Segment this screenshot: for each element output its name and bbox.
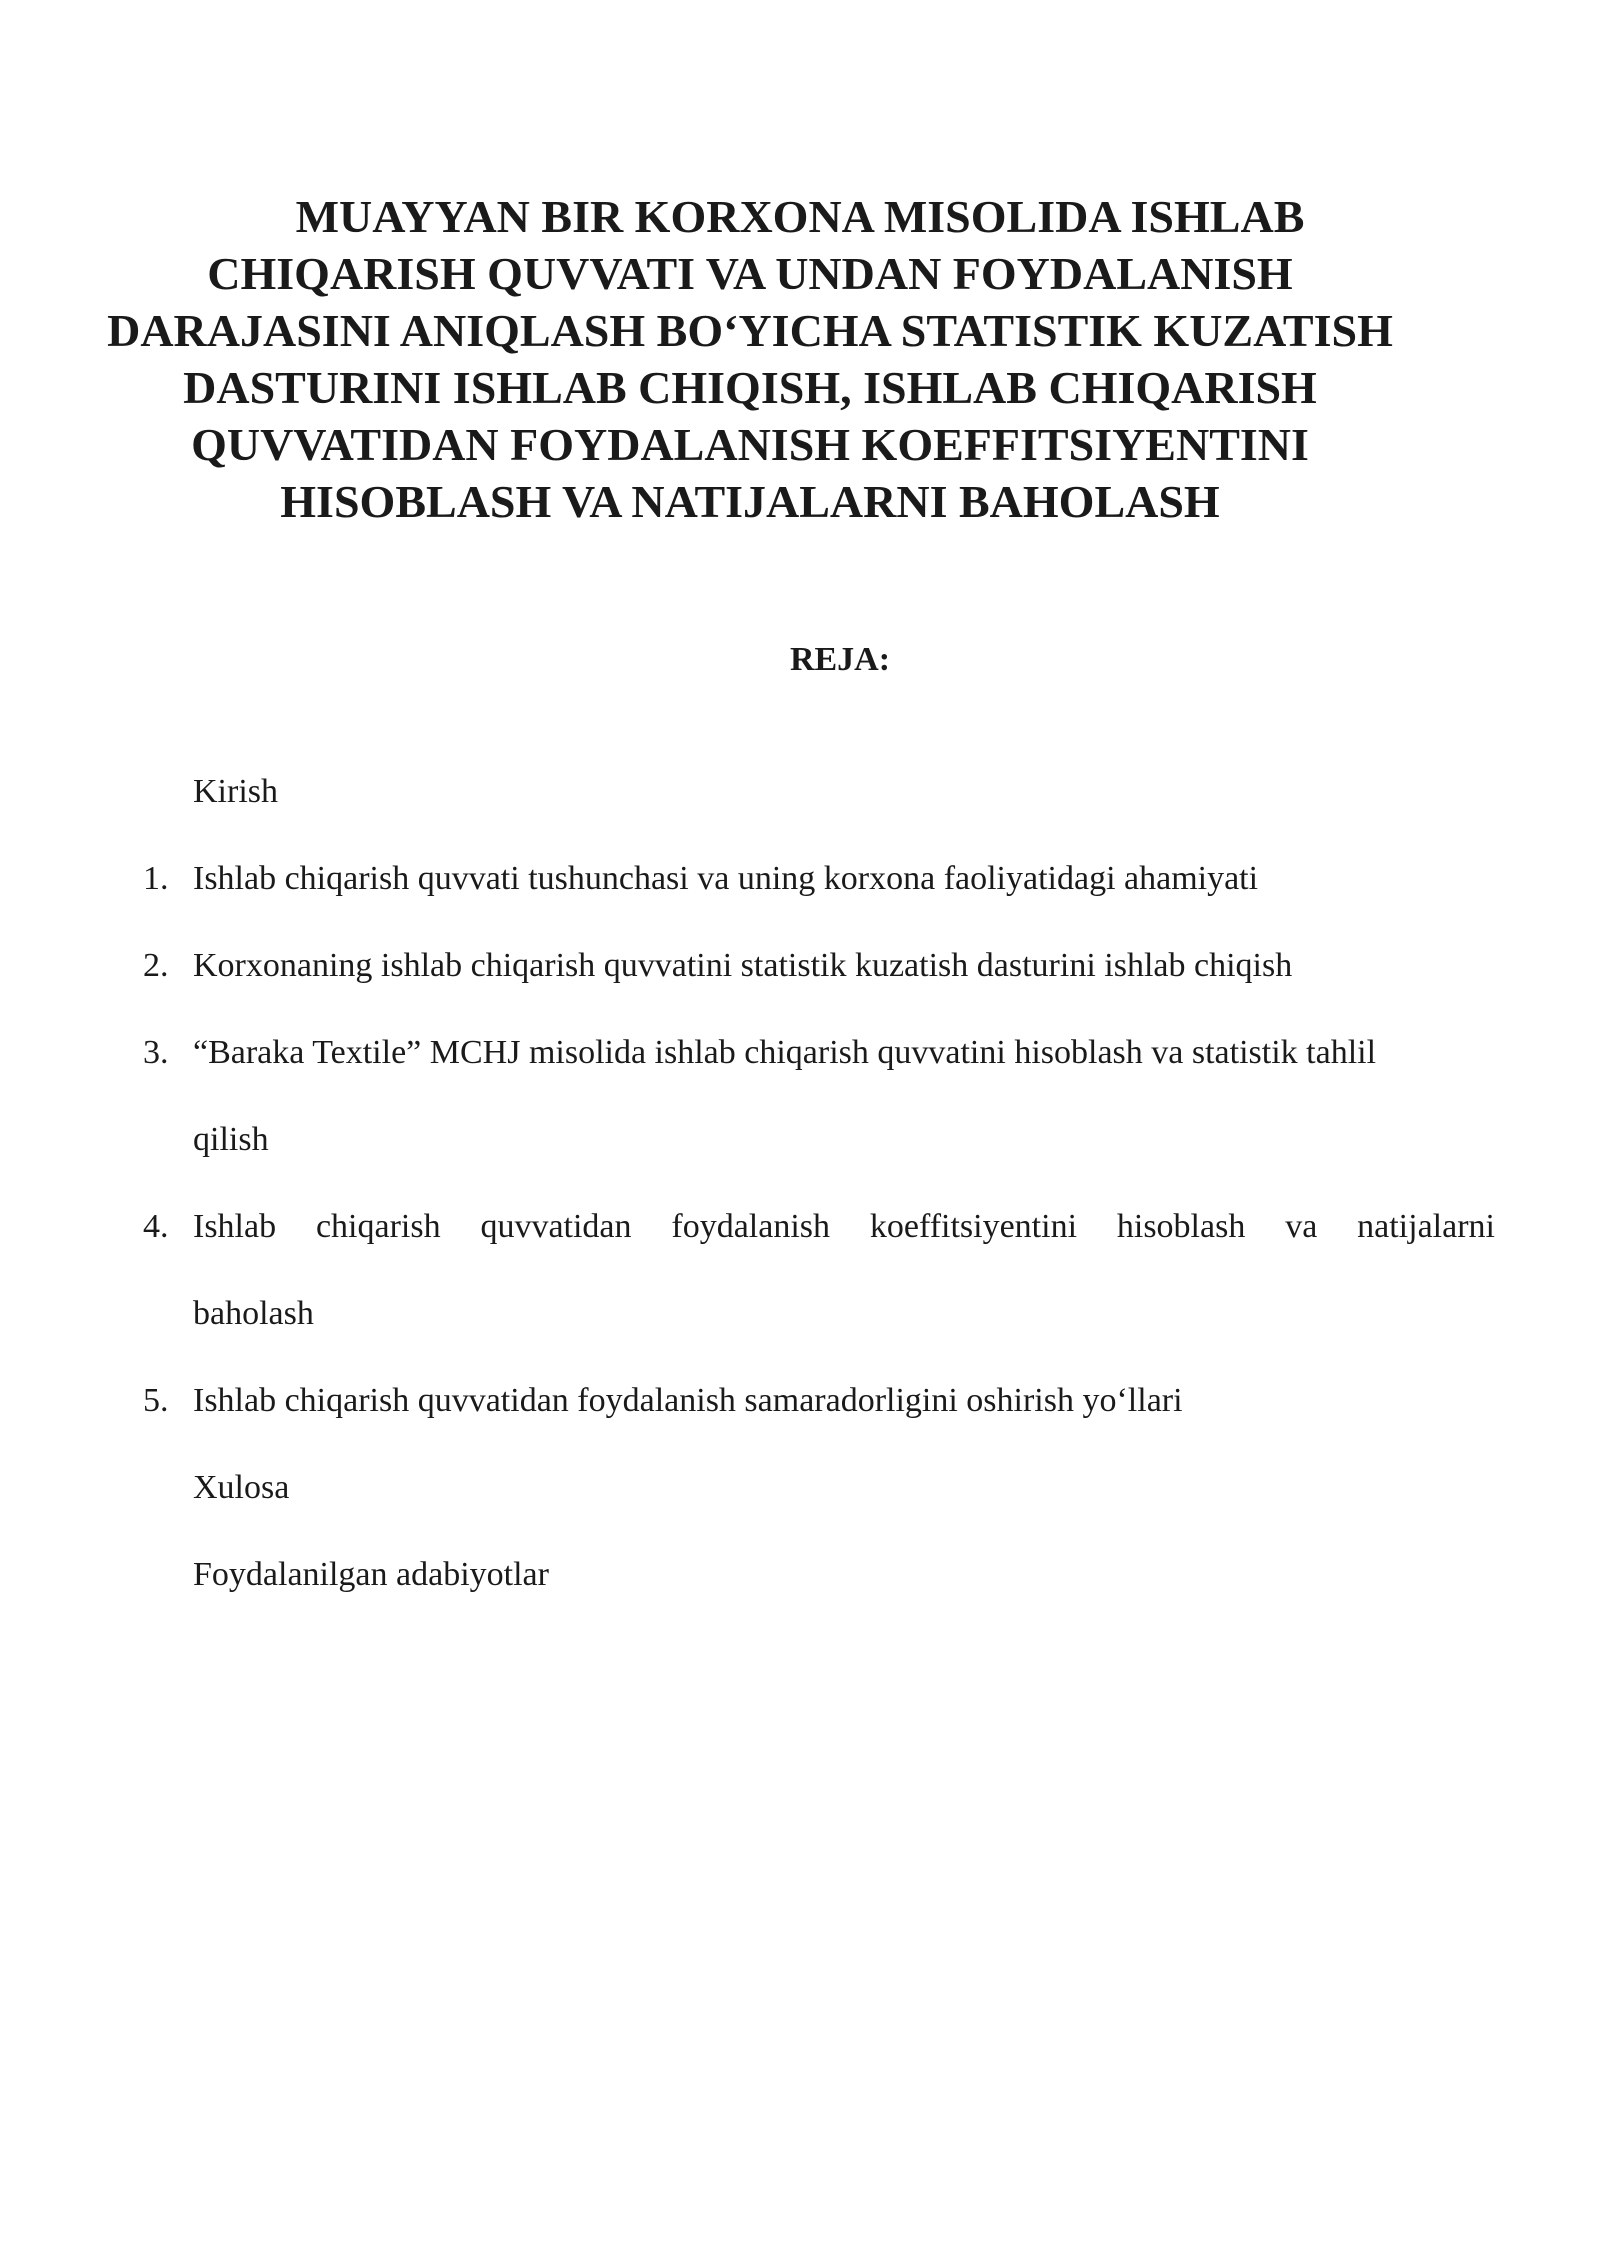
title-line: MUAYYAN BIR KORXONA MISOLIDA ISHLAB: [295, 191, 1305, 242]
list-item-number: 5.: [143, 1382, 169, 1419]
list-item-word: natijalarni: [1357, 1208, 1495, 1245]
list-item-word: chiqarish: [315, 1208, 441, 1245]
plan-references: Foydalanilgan adabiyotlar: [193, 1556, 549, 1593]
plan-conclusion: Xulosa: [193, 1469, 290, 1506]
title-line: QUVVATIDAN FOYDALANISH KOEFFITSIYENTINI: [191, 419, 1309, 470]
list-item-word: quvvatidan: [480, 1208, 632, 1245]
title-line: HISOBLASH VA NATIJALARNI BAHOLASH: [280, 476, 1220, 527]
list-item-number: 1.: [143, 860, 169, 897]
list-item-text: [193, 1205, 1495, 1249]
list-item-continuation: qilish: [193, 1121, 269, 1158]
title-line: CHIQARISH QUVVATI VA UNDAN FOYDALANISH: [207, 248, 1293, 299]
list-item-word: va: [1285, 1208, 1318, 1245]
list-item-word: hisoblash: [1116, 1208, 1246, 1245]
plan-intro: Kirish: [193, 773, 278, 810]
plan-heading: REJA:: [789, 641, 891, 678]
list-item-text: Ishlab chiqarish quvvati tushunchasi va uning korxona faoliyatidagi ahamiyati: [193, 860, 1259, 897]
title-line: DASTURINI ISHLAB CHIQISH, ISHLAB CHIQARISH: [183, 362, 1317, 413]
list-item-text: “Baraka Textile” MCHJ misolida ishlab chiqarish quvvatini hisoblash va statistik tahlil: [193, 1034, 1377, 1071]
list-item-number: 2.: [143, 947, 169, 984]
list-item-word: koeffitsiyentini: [869, 1208, 1078, 1245]
list-item-number: 3.: [143, 1034, 169, 1071]
list-item-word: foydalanish: [671, 1208, 831, 1245]
list-item-word: Ishlab: [193, 1208, 277, 1245]
list-item-text: Ishlab chiqarish quvvatidan foydalanish samaradorligini oshirish yo‘llari: [193, 1382, 1183, 1419]
list-item-text: Korxonaning ishlab chiqarish quvvatini statistik kuzatish dasturini ishlab chiqish: [193, 947, 1293, 984]
list-item-number: 4.: [143, 1208, 169, 1245]
title-line: DARAJASINI ANIQLASH BO‘YICHA STATISTIK KUZATISH: [107, 305, 1393, 356]
list-item-continuation: baholash: [193, 1295, 314, 1332]
